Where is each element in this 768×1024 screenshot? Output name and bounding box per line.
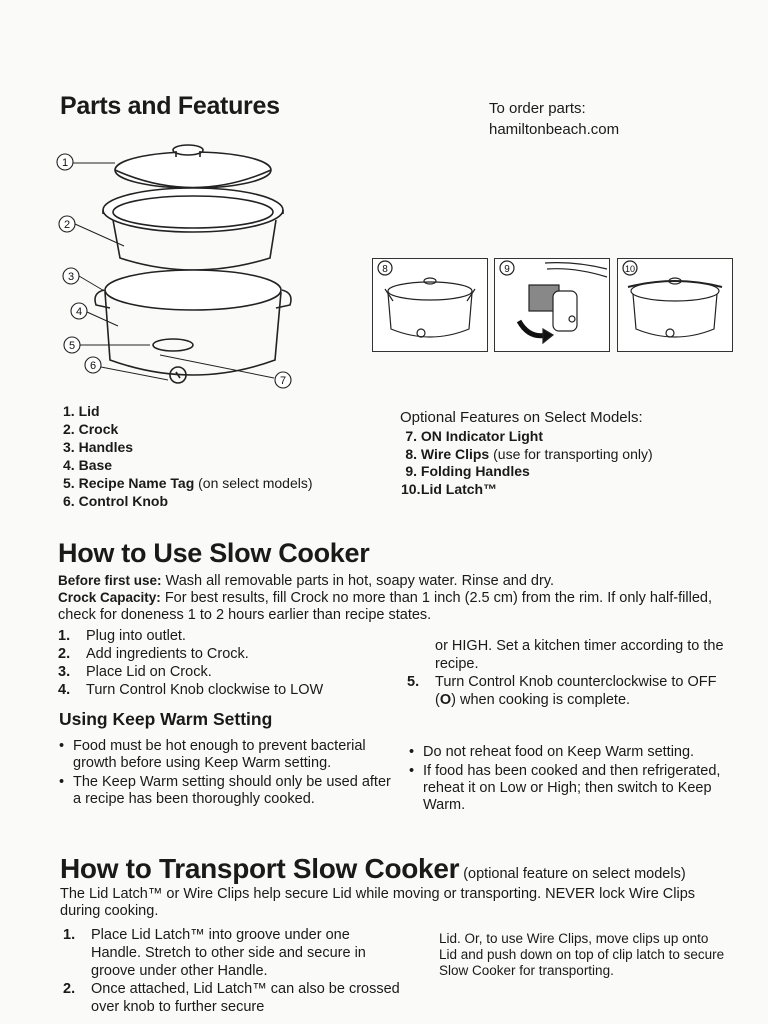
- keep-warm-title: Using Keep Warm Setting: [59, 709, 273, 729]
- parts-list: [63, 402, 313, 510]
- parts-list-item: 1. Lid: [63, 403, 100, 419]
- before-first-use: Before first use: Wash all removable parts in hot, soapy water. Rinse and dry.: [58, 573, 555, 589]
- optional-features-list: [401, 428, 653, 498]
- transport-section-title: How to Transport Slow Cooker (optional feature on select models): [60, 853, 686, 884]
- callout-9: 9: [504, 264, 510, 275]
- callout-5: 5: [68, 340, 76, 352]
- keep-warm-bullet: • If food has been cooked and then refrigerated, reheat it on Low or High; then switch to Keep Warm.: [409, 763, 724, 814]
- callout-6: 6: [89, 360, 97, 372]
- optional-item: 10. Lid Latch™: [401, 480, 498, 497]
- lid-drawing: [115, 145, 271, 188]
- transport-right-text: Lid. Or, to use Wire Clips, move clips up onto Lid and push down on top of clip latch to secure Slow Cooker for transporting.: [439, 931, 725, 978]
- use-steps-left: [58, 627, 398, 699]
- optional-item: 8. Wire Clips (use for transporting only): [405, 445, 653, 462]
- use-step: 4. Turn Control Knob clockwise to LOW: [58, 682, 324, 698]
- keep-warm-right-list: [409, 744, 724, 816]
- parts-title: Parts and Features: [60, 92, 280, 120]
- use-step: 1. Plug into outlet.: [58, 628, 186, 644]
- order-parts-info: [489, 98, 619, 140]
- keep-warm-left-list: [59, 738, 394, 810]
- parts-list-item: 5. Recipe Name Tag (on select models): [63, 475, 313, 491]
- step4-continued: or HIGH. Set a kitchen timer according to the recipe.: [435, 638, 724, 672]
- use-step: 3. Place Lid on Crock.: [58, 664, 212, 680]
- order-label: To order parts:: [489, 100, 586, 117]
- optional-item: 7. ON Indicator Light: [405, 428, 543, 444]
- optional-features-heading: Optional Features on Select Models:: [400, 409, 643, 426]
- keep-warm-bullet: • Food must be hot enough to prevent bacterial growth before using Keep Warm setting.: [59, 738, 394, 772]
- transport-step: 1. Place Lid Latch™ into groove under one Handle. Stretch to other side and secure in groove under other Handle.: [63, 927, 366, 979]
- parts-list-item: 6. Control Knob: [63, 493, 168, 509]
- use-step: 5. Turn Control Knob counterclockwise to OFF (O) when cooking is complete.: [407, 674, 717, 708]
- folding-handles-figure: [494, 258, 610, 352]
- callout-2: 2: [63, 219, 71, 231]
- lid-latch-figure: [617, 258, 733, 352]
- crock-capacity: Crock Capacity: For best results, fill Crock no more than 1 inch (2.5 cm) from the rim. If only half-filled, check for doneness 1 to 2 hours earlier than recipe states.: [58, 590, 712, 623]
- callout-1: 1: [61, 157, 69, 169]
- use-section-title: How to Use Slow Cooker: [58, 538, 370, 568]
- callout-4: 4: [75, 306, 83, 318]
- parts-list-item: 3. Handles: [63, 439, 134, 455]
- optional-item: 9. Folding Handles: [405, 463, 530, 479]
- callout-7: 7: [279, 375, 287, 387]
- parts-list-item: 4. Base: [63, 457, 113, 473]
- keep-warm-bullet: • The Keep Warm setting should only be used after a recipe has been thoroughly cooked.: [59, 774, 394, 808]
- order-website: hamiltonbeach.com: [489, 121, 620, 138]
- callout-10: 10: [624, 264, 636, 274]
- callout-3: 3: [67, 271, 75, 283]
- transport-intro: The Lid Latch™ or Wire Clips help secure Lid while moving or transporting. NEVER lock Wire Clips during cooking.: [60, 886, 696, 919]
- transport-steps: [63, 926, 403, 1016]
- use-step: 2. Add ingredients to Crock.: [58, 646, 249, 662]
- slow-cooker-exploded-illustration: [50, 138, 310, 400]
- use-step-5: [407, 673, 733, 709]
- parts-list-item: 2. Crock: [63, 421, 119, 437]
- wire-clips-figure: [372, 258, 488, 352]
- crock-drawing: [103, 188, 283, 270]
- base-drawing: [95, 270, 291, 383]
- transport-step: 2. Once attached, Lid Latch™ can also be crossed over knob to further secure: [63, 981, 400, 1015]
- callout-8: 8: [382, 264, 388, 275]
- keep-warm-bullet: • Do not reheat food on Keep Warm setting.: [409, 744, 724, 761]
